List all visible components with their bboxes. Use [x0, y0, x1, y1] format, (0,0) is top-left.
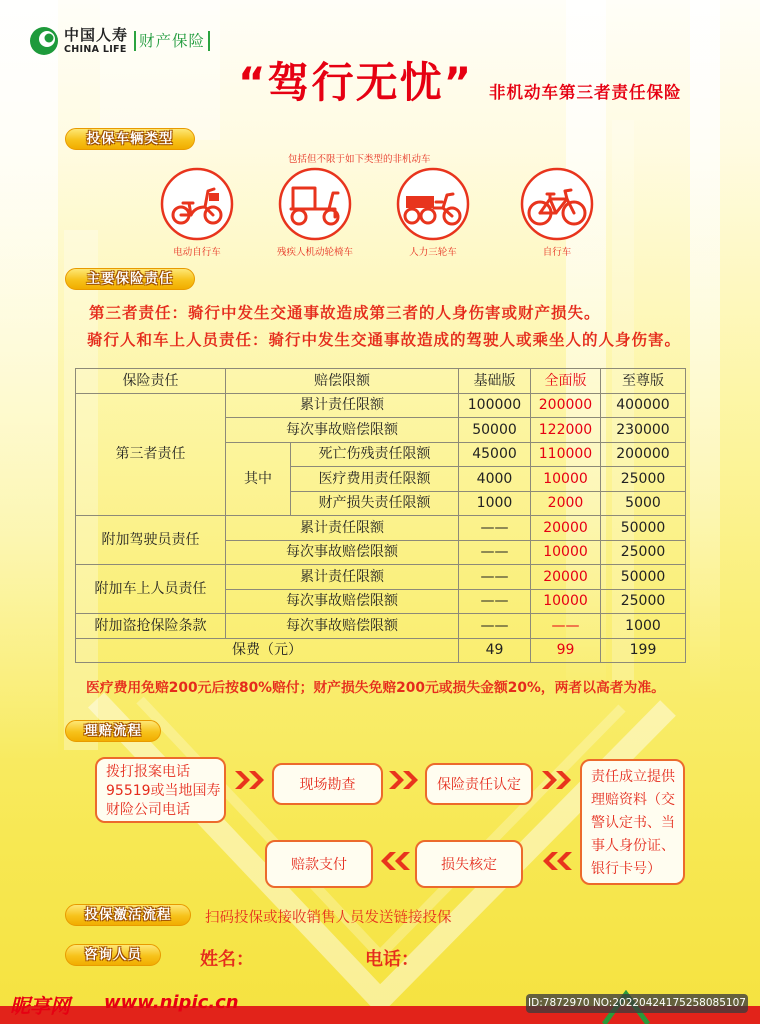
coverage-line-third-party: 第三者责任：骑行中发生交通事故造成第三者的人身伤害或财产损失。	[89, 304, 601, 322]
vehicle-label-electric-bike: 电动自行车	[173, 247, 221, 258]
cell-full: 10000	[531, 467, 601, 492]
row-item: 财产损失责任限额	[291, 491, 459, 516]
premium-basic: 49	[459, 638, 531, 663]
row-item: 累计责任限额	[226, 516, 459, 541]
group-label-theft: 附加盗抢保险条款	[76, 614, 226, 639]
contact-phone-label: 电话：	[365, 949, 419, 970]
row-item: 医疗费用责任限额	[291, 467, 459, 492]
vehicle-label-tricycle: 人力三轮车	[409, 247, 457, 258]
row-item: 每次事故赔偿限额	[226, 540, 459, 565]
header-basic: 基础版	[459, 369, 531, 394]
cell-basic: 100000	[459, 393, 531, 418]
cell-full: 200000	[531, 393, 601, 418]
table-row	[76, 516, 686, 541]
deductible-note: 医疗费用免赔200元后按80%赔付；财产损失免赔200元或损失金额20%，两者以高者为准。	[86, 680, 665, 696]
header-liability: 保险责任	[76, 369, 226, 394]
china-life-logo	[29, 26, 210, 56]
double-chevron-right-icon	[387, 769, 421, 791]
table-row	[76, 565, 686, 590]
cell-supreme: 50000	[601, 516, 686, 541]
cell-basic: ——	[459, 614, 531, 639]
logo-wordmark	[64, 25, 129, 55]
row-item: 死亡伤残责任限额	[291, 442, 459, 467]
report-line: 95519或当地国寿	[106, 783, 221, 799]
cell-supreme: 230000	[601, 418, 686, 443]
cell-supreme: 200000	[601, 442, 686, 467]
coverage-limits-table	[75, 368, 686, 663]
cell-basic: ——	[459, 565, 531, 590]
mobility-scooter-icon	[277, 166, 353, 242]
header-full: 全面版	[531, 369, 601, 394]
cell-basic: ——	[459, 516, 531, 541]
cell-supreme: 25000	[601, 467, 686, 492]
cell-supreme: 1000	[601, 614, 686, 639]
claims-step-documents	[580, 759, 685, 885]
cell-full: 20000	[531, 516, 601, 541]
group-label-third-party: 第三者责任	[76, 393, 226, 516]
documents-line: 理赔资料（交	[591, 792, 675, 808]
row-item: 每次事故赔偿限额	[226, 614, 459, 639]
china-life-logo-icon	[29, 26, 59, 56]
contact-name-label: 姓名：	[200, 949, 254, 970]
page-title: “驾行无忧”	[238, 58, 474, 107]
cell-basic: 50000	[459, 418, 531, 443]
section-label-claims: 理赔流程	[65, 720, 161, 742]
table-header-row	[76, 369, 686, 394]
activation-text: 扫码投保或接收销售人员发送链接投保	[205, 910, 452, 926]
premium-full: 99	[531, 638, 601, 663]
cell-basic: 4000	[459, 467, 531, 492]
page-subtitle: 非机动车第三者责任保险	[489, 83, 682, 102]
documents-line: 责任成立提供	[591, 769, 675, 785]
premium-supreme: 199	[601, 638, 686, 663]
report-line: 财险公司电话	[106, 802, 190, 818]
cell-supreme: 25000	[601, 589, 686, 614]
row-item: 累计责任限额	[226, 393, 459, 418]
section-label-activation: 投保激活流程	[65, 904, 191, 926]
vehicle-label-mobility-scooter: 残疾人机动轮椅车	[276, 247, 353, 258]
cell-full: 20000	[531, 565, 601, 590]
table-row	[76, 393, 686, 418]
footer-site-url: www.nipic.cn	[104, 992, 239, 1013]
double-chevron-right-icon	[540, 769, 574, 791]
section-label-contact: 咨询人员	[65, 944, 161, 966]
cell-supreme: 5000	[601, 491, 686, 516]
logo-name-en: CHINA LIFE	[64, 43, 127, 55]
cell-basic: 45000	[459, 442, 531, 467]
claims-step-survey: 现场勘查	[272, 763, 383, 805]
documents-line: 事人身份证、	[591, 838, 675, 854]
footer-site-name: 昵享网	[10, 994, 70, 1018]
premium-label: 保费（元）	[76, 638, 459, 663]
group-label-passengers: 附加车上人员责任	[76, 565, 226, 614]
documents-line: 警认定书、当	[591, 815, 675, 831]
double-chevron-left-icon	[378, 850, 412, 872]
report-line: 拨打报案电话	[106, 764, 190, 780]
logo-division: 财产保险	[134, 31, 210, 51]
cell-full: ——	[531, 614, 601, 639]
double-chevron-right-icon	[233, 769, 267, 791]
claims-step-liability-check: 保险责任认定	[425, 763, 533, 805]
vehicles-caption: 包括但不限于如下类型的非机动车	[288, 154, 431, 165]
header-supreme: 至尊版	[601, 369, 686, 394]
section-label-coverage: 主要保险责任	[65, 268, 195, 290]
coverage-line-rider: 骑行人和车上人员责任：骑行中发生交通事故造成的驾驶人或乘坐人的人身伤害。	[87, 331, 682, 349]
vehicle-label-bicycle: 自行车	[542, 247, 572, 258]
row-item: 每次事故赔偿限额	[226, 589, 459, 614]
cell-full: 122000	[531, 418, 601, 443]
footer-image-id: ID:7872970 NO:20220424175258085107	[526, 994, 748, 1013]
sub-label-among: 其中	[226, 442, 291, 516]
electric-bike-icon	[159, 166, 235, 242]
double-chevron-left-icon	[540, 850, 574, 872]
cell-basic: 1000	[459, 491, 531, 516]
cell-basic: ——	[459, 589, 531, 614]
claims-step-report	[95, 757, 226, 823]
cell-full: 2000	[531, 491, 601, 516]
cell-basic: ——	[459, 540, 531, 565]
group-label-driver: 附加驾驶员责任	[76, 516, 226, 565]
cell-full: 10000	[531, 589, 601, 614]
cell-supreme: 50000	[601, 565, 686, 590]
row-item: 累计责任限额	[226, 565, 459, 590]
cell-full: 110000	[531, 442, 601, 467]
claims-step-payment: 赔款支付	[265, 840, 373, 888]
claims-step-loss-assessment: 损失核定	[415, 840, 523, 888]
bicycle-icon	[519, 166, 595, 242]
tricycle-icon	[395, 166, 471, 242]
table-premium-row	[76, 638, 686, 663]
documents-line: 银行卡号）	[591, 861, 661, 877]
logo-name-cn: 中国人寿	[64, 25, 129, 44]
cell-supreme: 25000	[601, 540, 686, 565]
cell-full: 10000	[531, 540, 601, 565]
row-item: 每次事故赔偿限额	[226, 418, 459, 443]
cell-supreme: 400000	[601, 393, 686, 418]
section-label-vehicles: 投保车辆类型	[65, 128, 195, 150]
header-limit: 赔偿限额	[226, 369, 459, 394]
table-row	[76, 614, 686, 639]
